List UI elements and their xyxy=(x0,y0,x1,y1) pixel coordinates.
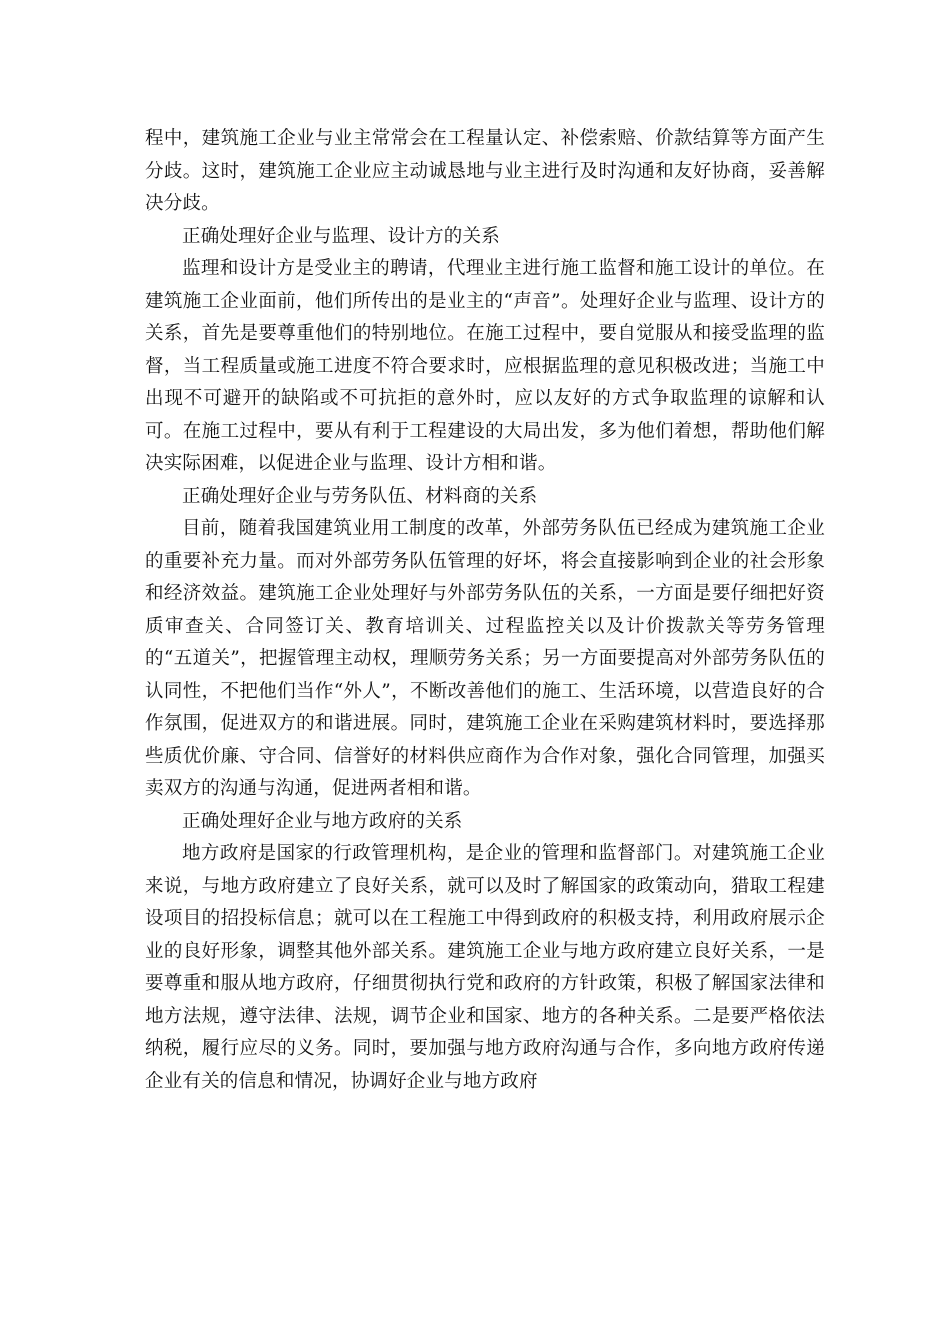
paragraph-government: 地方政府是国家的行政管理机构，是企业的管理和监督部门。对建筑施工企业来说，与地方政府建立了良好关系，就可以及时了解国家的政策动向，猎取工程建设项目的招投标信息；就可以在工程施工中得到政府的积极支持，利用政府展示企业的良好形象，调整其他外部关系。建筑施工企业与地方政府建立良好关系，一是要尊重和服从地方政府，仔细贯彻执行党和政府的方针政策，积极了解国家法律和地方法规，遵守法律、法规，调节企业和国家、地方的各种关系。二是要严格依法纳税，履行应尽的义务。同时，要加强与地方政府沟通与合作，多向地方政府传递企业有关的信息和情况，协调好企业与地方政府 xyxy=(145,843,825,1092)
document-body xyxy=(145,123,825,1098)
section-heading-supervision: 正确处理好企业与监理、设计方的关系 xyxy=(182,225,500,247)
section-heading-labor: 正确处理好企业与劳务队伍、材料商的关系 xyxy=(182,485,538,507)
paragraph-continued: 程中，建筑施工企业与业主常常会在工程量认定、补偿索赔、价款结算等方面产生分歧。这时，建筑施工企业应主动诚恳地与业主进行及时沟通和友好协商，妥善解决分歧。 xyxy=(145,128,825,214)
paragraph-labor: 目前，随着我国建筑业用工制度的改革，外部劳务队伍已经成为建筑施工企业的重要补充力量。而对外部劳务队伍管理的好坏，将会直接影响到企业的社会形象和经济效益。建筑施工企业处理好与外部劳务队伍的关系，一方面是要仔细把好资质审查关、合同签订关、教育培训关、过程监控关以及计价拨款关等劳务管理的“五道关”，把握管理主动权，理顺劳务关系；另一方面要提高对外部劳务队伍的认同性，不把他们当作“外人”，不断改善他们的施工、生活环境，以营造良好的合作氛围，促进双方的和谐进展。同时，建筑施工企业在采购建筑材料时，要选择那些质优价廉、守合同、信誉好的材料供应商作为合作对象，强化合同管理，加强买卖双方的沟通与沟通，促进两者相和谐。 xyxy=(145,518,825,799)
section-heading-government: 正确处理好企业与地方政府的关系 xyxy=(182,810,463,832)
paragraph-supervision: 监理和设计方是受业主的聘请，代理业主进行施工监督和施工设计的单位。在建筑施工企业面前，他们所传出的是业主的“声音”。处理好企业与监理、设计方的关系，首先是要尊重他们的特别地位。在施工过程中，要自觉服从和接受监理的监督，当工程质量或施工进度不符合要求时，应根据监理的意见积极改进；当施工中出现不可避开的缺陷或不可抗拒的意外时，应以友好的方式争取监理的谅解和认可。在施工过程中，要从有利于工程建设的大局出发，多为他们着想，帮助他们解决实际困难，以促进企业与监理、设计方相和谐。 xyxy=(145,258,825,474)
